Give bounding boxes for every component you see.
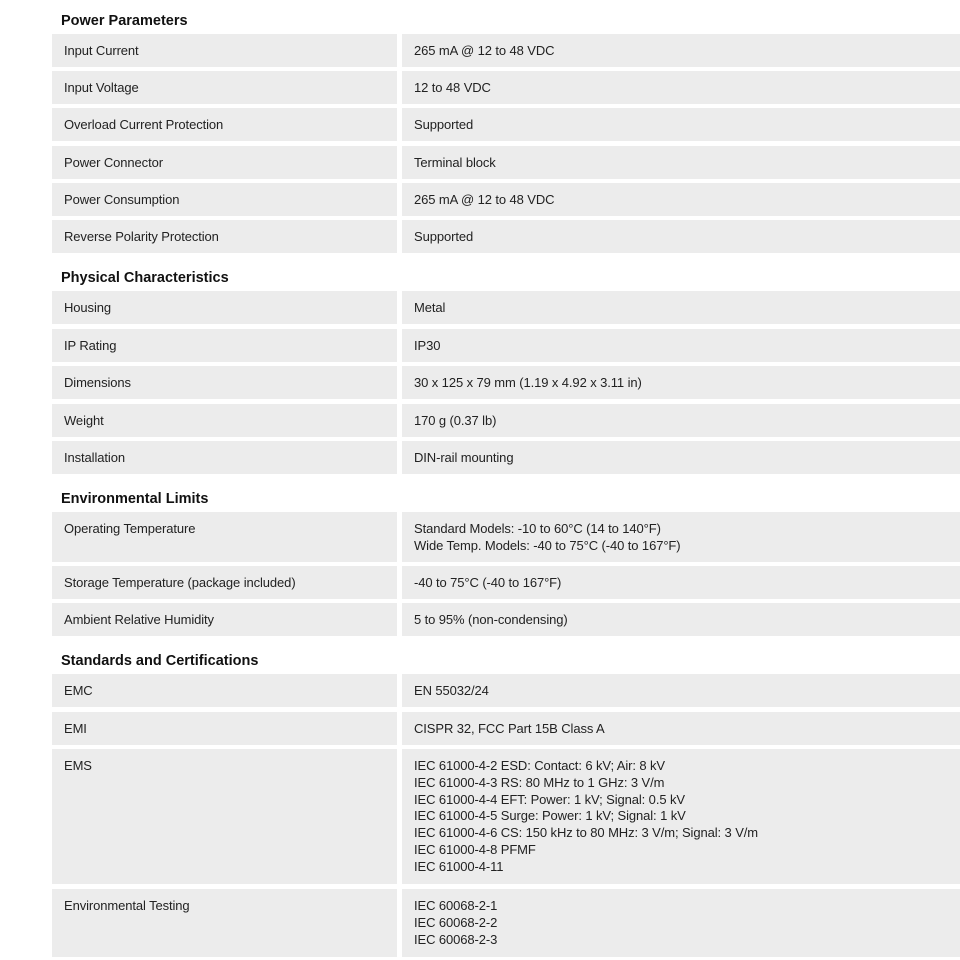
section-title-power-parameters: Power Parameters (61, 13, 188, 29)
spec-label-cell (52, 183, 397, 216)
section-title-environmental-limits: Environmental Limits (61, 491, 209, 507)
spec-value: 12 to 48 VDC (414, 80, 491, 95)
table-row (52, 183, 960, 216)
spec-value: Supported (414, 229, 474, 244)
spec-value: Supported (414, 117, 474, 132)
spec-value: 30 x 125 x 79 mm (1.19 x 4.92 x 3.11 in) (414, 375, 642, 390)
table-row (52, 146, 960, 179)
spec-value-cell (402, 512, 960, 562)
spec-label-cell (52, 889, 397, 957)
spec-label: Storage Temperature (package included) (64, 575, 296, 590)
spec-label: IP Rating (64, 338, 117, 353)
spec-label: Ambient Relative Humidity (64, 612, 214, 627)
spec-label: Housing (64, 300, 111, 315)
spec-value-cell (402, 183, 960, 216)
spec-label-cell (52, 566, 397, 599)
spec-value: Metal (414, 300, 446, 315)
spec-value: -40 to 75°C (-40 to 167°F) (414, 575, 562, 590)
spec-label: EMI (64, 721, 87, 736)
table-row (52, 566, 960, 599)
spec-value: IP30 (414, 338, 441, 353)
spec-label: Input Current (64, 43, 139, 58)
table-row (52, 329, 960, 362)
table-row (52, 220, 960, 253)
spec-value-cell (402, 291, 960, 324)
spec-label-cell (52, 749, 397, 884)
spec-value-cell (402, 441, 960, 474)
spec-value-cell (402, 674, 960, 707)
spec-value-cell (402, 146, 960, 179)
spec-value: 265 mA @ 12 to 48 VDC (414, 192, 555, 207)
spec-label: Environmental Testing (64, 898, 190, 913)
section-title-physical-characteristics: Physical Characteristics (61, 270, 229, 286)
spec-label: Dimensions (64, 375, 131, 390)
table-row (52, 108, 960, 141)
spec-label: Installation (64, 450, 125, 465)
spec-label-cell (52, 34, 397, 67)
spec-label: Power Connector (64, 155, 163, 170)
spec-label-cell (52, 108, 397, 141)
spec-label-cell (52, 220, 397, 253)
spec-value-cell (402, 889, 960, 957)
spec-value-cell (402, 34, 960, 67)
table-row (52, 291, 960, 324)
table-row (52, 441, 960, 474)
spec-value: 170 g (0.37 lb) (414, 413, 497, 428)
table-row (52, 674, 960, 707)
spec-value-cell (402, 566, 960, 599)
spec-value: EN 55032/24 (414, 683, 489, 698)
spec-value: CISPR 32, FCC Part 15B Class A (414, 721, 605, 736)
spec-value: 5 to 95% (non-condensing) (414, 612, 568, 627)
spec-value-cell (402, 71, 960, 104)
spec-label: Input Voltage (64, 80, 139, 95)
spec-label-cell (52, 603, 397, 636)
spec-label-cell (52, 291, 397, 324)
table-row (52, 404, 960, 437)
spec-label: Power Consumption (64, 192, 180, 207)
spec-value-cell (402, 366, 960, 399)
spec-value: Standard Models: -10 to 60°C (14 to 140°F) Wide Temp. Models: -40 to 75°C (-40 to 167°F) (414, 521, 681, 553)
spec-value: IEC 61000-4-2 ESD: Contact: 6 kV; Air: 8 kV IEC 61000-4-3 RS: 80 MHz to 1 GHz: 3 V/m IEC 61000-4-4 EFT: Power: 1 kV; Signal: 0.5 kV IEC 61000-4-5 Surge: Power: 1 kV; Signal: 1 kV IEC 61000-4-6 CS: 150 kHz to 80 MHz: 3 V/m; Signal: 3 V/m IEC 61000-4-8 PFMF IEC 61000-4-11 (414, 758, 759, 874)
spec-label: EMS (64, 758, 92, 773)
spec-label: EMC (64, 683, 93, 698)
table-row (52, 512, 960, 562)
section-title-standards-certifications: Standards and Certifications (61, 653, 259, 669)
table-row (52, 71, 960, 104)
spec-label: Overload Current Protection (64, 117, 224, 132)
spec-value-cell (402, 712, 960, 745)
spec-label: Operating Temperature (64, 521, 196, 536)
spec-label-cell (52, 404, 397, 437)
table-row (52, 712, 960, 745)
spec-label: Reverse Polarity Protection (64, 229, 219, 244)
spec-value-cell (402, 220, 960, 253)
table-row (52, 603, 960, 636)
spec-label-cell (52, 712, 397, 745)
spec-label-cell (52, 146, 397, 179)
spec-label-cell (52, 71, 397, 104)
spec-value: DIN-rail mounting (414, 450, 514, 465)
spec-label: Weight (64, 413, 104, 428)
spec-value: Terminal block (414, 155, 496, 170)
table-row (52, 749, 960, 884)
table-row (52, 889, 960, 957)
table-row (52, 366, 960, 399)
spec-value-cell (402, 108, 960, 141)
table-row (52, 34, 960, 67)
spec-value-cell (402, 603, 960, 636)
spec-label-cell (52, 674, 397, 707)
spec-value-cell (402, 749, 960, 884)
spec-label-cell (52, 512, 397, 562)
spec-value-cell (402, 404, 960, 437)
spec-label-cell (52, 366, 397, 399)
spec-value: IEC 60068-2-1 IEC 60068-2-2 IEC 60068-2-3 (414, 898, 498, 947)
spec-value: 265 mA @ 12 to 48 VDC (414, 43, 555, 58)
spec-value-cell (402, 329, 960, 362)
spec-label-cell (52, 329, 397, 362)
spec-label-cell (52, 441, 397, 474)
